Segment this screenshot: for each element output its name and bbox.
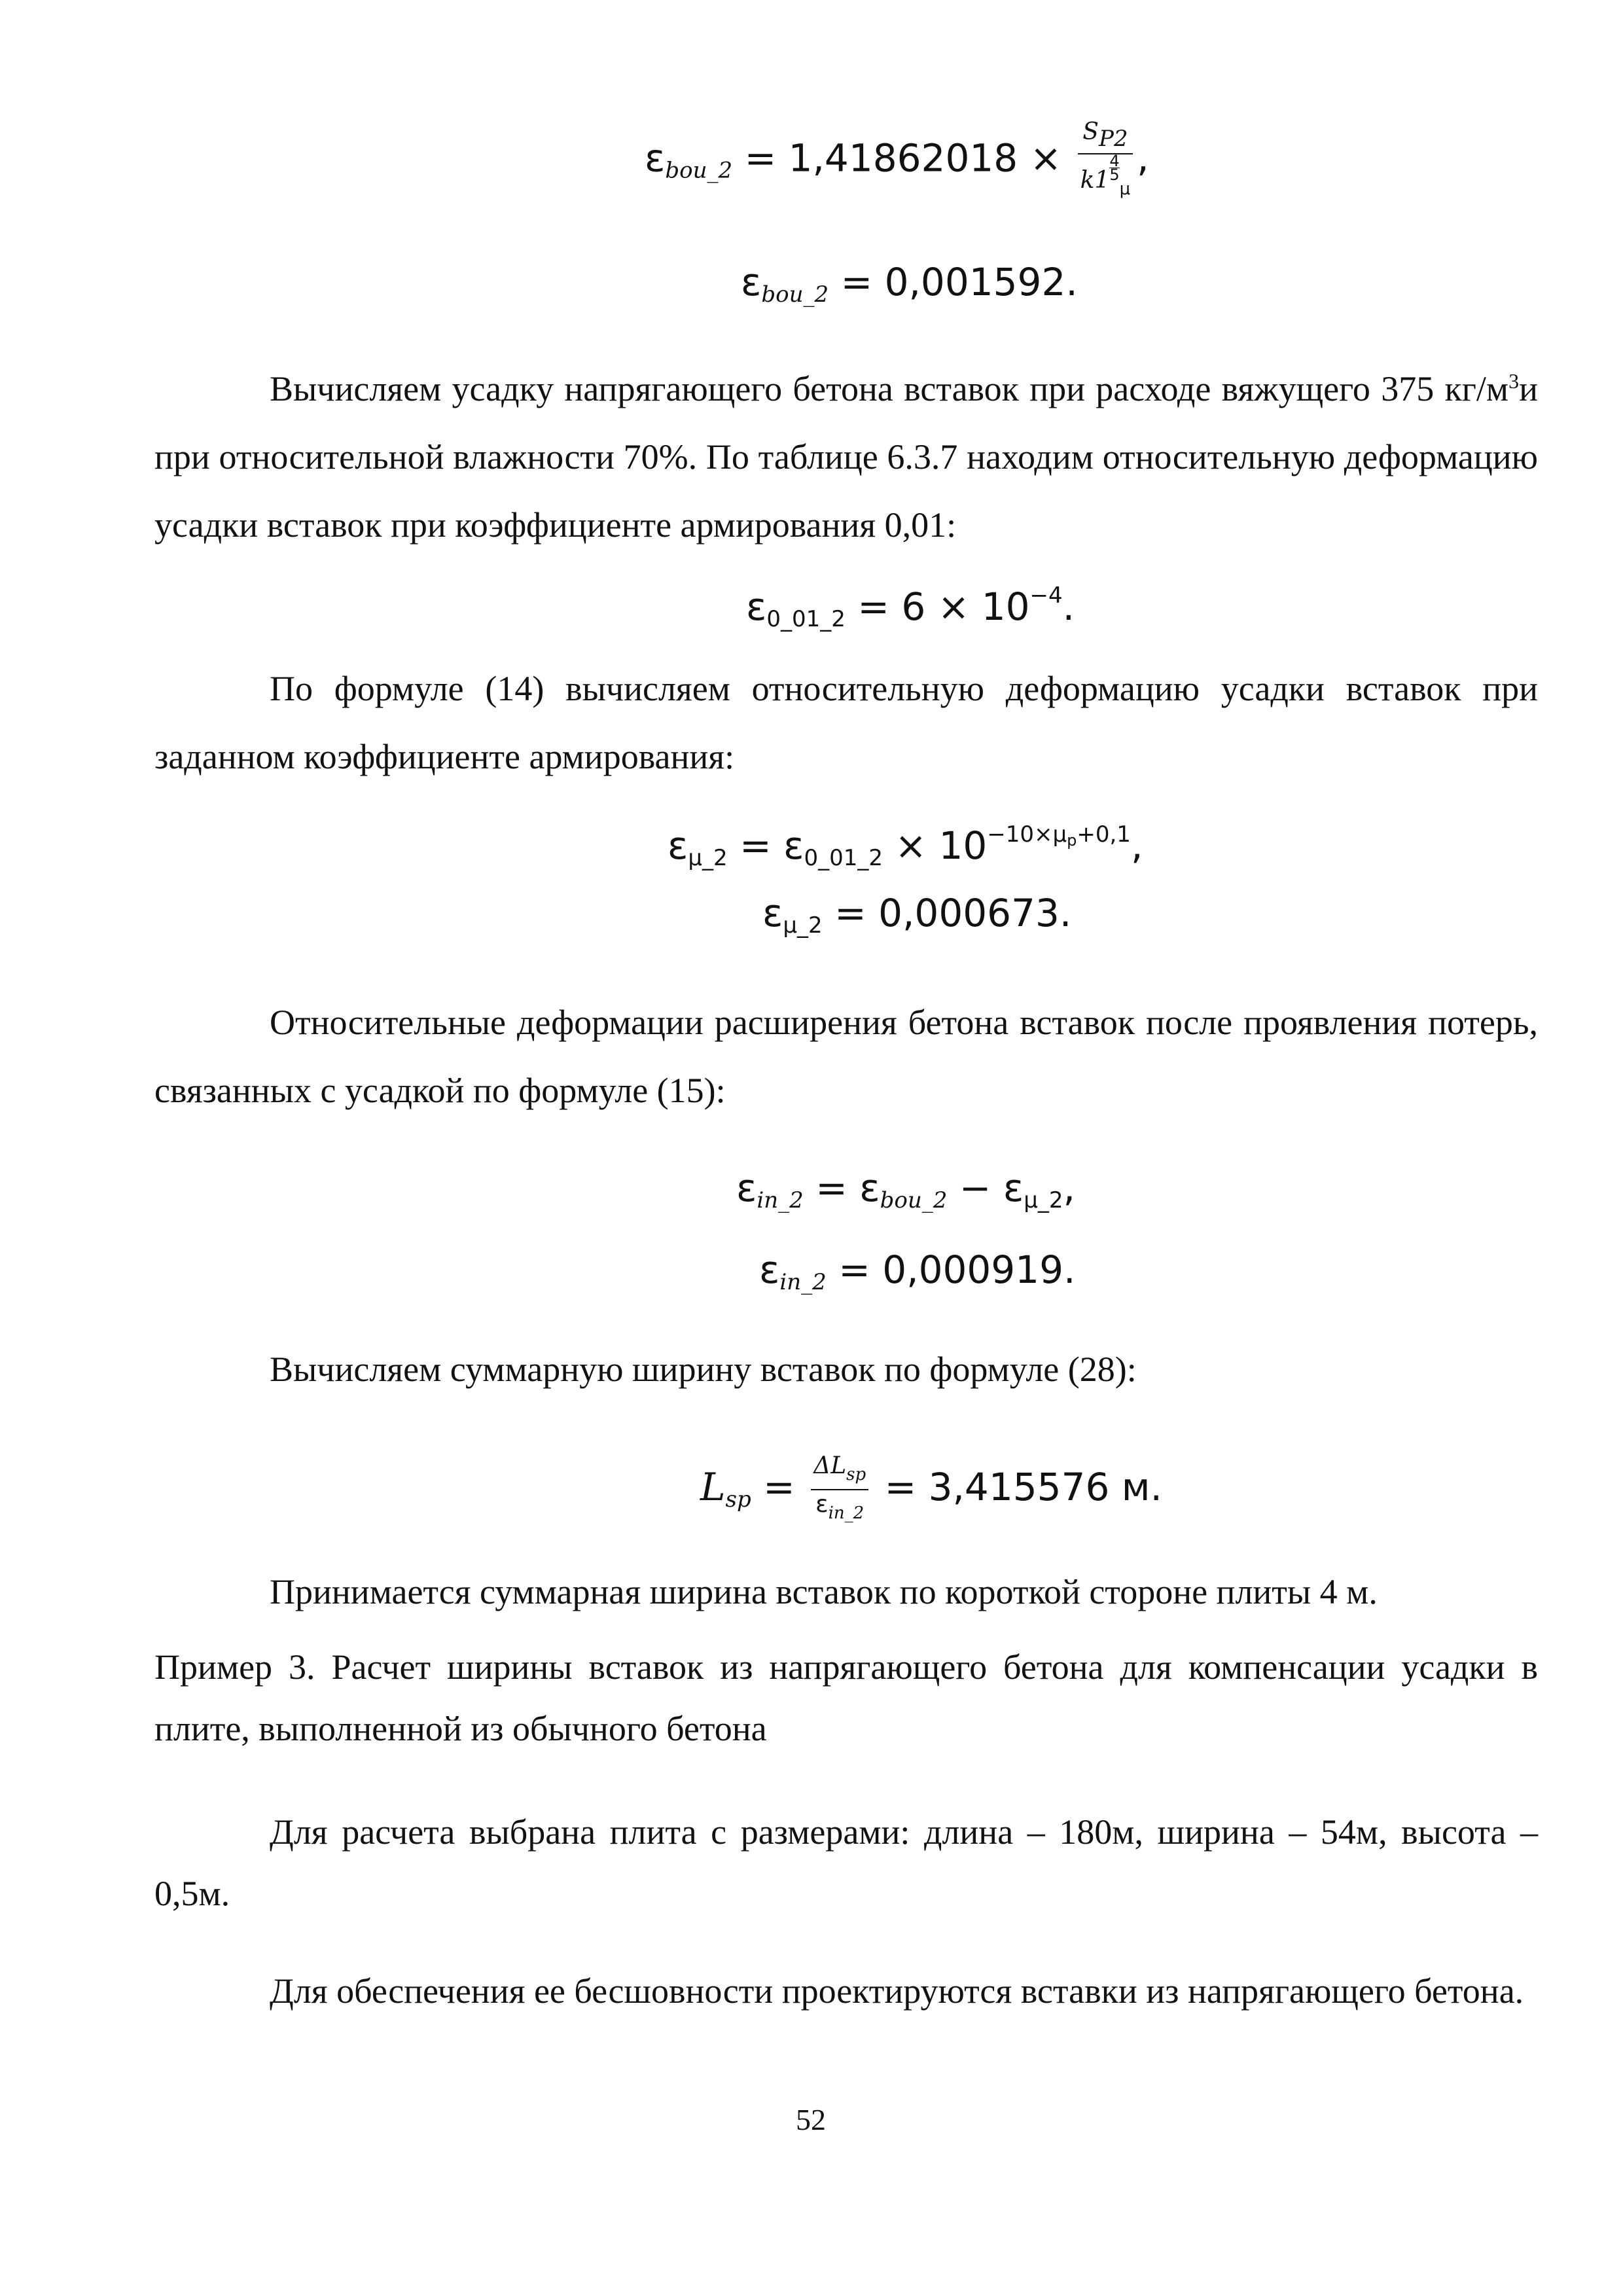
equation-eps-in2-formula: $\varepsilon_{in\_2} = \varepsilon_{bou\_2} - \varepsilon_{\mu\_2}$, — [736, 1166, 1075, 1213]
equation-eps-bou2-value: $\varepsilon_{bou\_2} = 0,001592$. — [741, 260, 1078, 308]
equation-lsp: $L_{sp}$ = $\frac{\Delta L_{sp}}{\varepsilon_{in\_2}}$ = 3,415576 м. — [700, 1452, 1162, 1528]
paragraph-accepted-width: Принимается суммарная ширина вставок по короткой стороне плиты 4 м. — [270, 1572, 1378, 1611]
fraction: $\frac{\Delta L_{sp}}{\varepsilon_{in\_2}}$ — [811, 1452, 868, 1528]
paragraph-formula-14: По формуле (14) вычисляем относительную деформацию усадки вставок при заданном коэффициенте армирования: — [154, 669, 1538, 776]
paragraph-formula-28: Вычисляем суммарную ширину вставок по формуле (28): — [270, 1350, 1137, 1389]
page-number: 52 — [796, 2103, 826, 2136]
paragraph-example-3-heading: Пример 3. Расчет ширины вставок из напрягающего бетона для компенсации усадки в плите, выполненной из обычного бетона — [154, 1647, 1538, 1748]
paragraph-seamless-design: Для обеспечения ее бесшовности проектируются вставки из напрягающего бетона. — [270, 1971, 1524, 2011]
equation-eps-0-01-2: $\varepsilon_{0\_01\_2} = 6 \times 10^{-4}$. — [746, 583, 1075, 632]
equation-eps-mu2-value: $\varepsilon_{\mu\_2} = 0,000673$. — [762, 891, 1072, 939]
paragraph-slab-dimensions: Для расчета выбрана плита с размерами: длина – 180м, ширина – 54м, высота – 0,5м. — [154, 1812, 1538, 1913]
paragraph-expansion-deformation: Относительные деформации расширения бетона вставок после проявления потерь, связанных с усадкой по формуле (15): — [154, 1003, 1538, 1110]
fraction: SP2 k1 $\frac{4}{5}$ $_\mu$ — [1078, 118, 1133, 204]
equation-eps-bou2-formula: $\varepsilon_{bou\_2} = 1,41862018$ × SP2 k1 $\frac{4}{5}$ $_\mu$ , — [645, 118, 1149, 204]
equation-eps-mu2-formula: $\varepsilon_{\mu\_2} = \varepsilon_{0\_01\_2} \times 10^{-10\times\mu p+0,1}$, — [668, 821, 1143, 871]
paragraph-shrinkage-calc: Вычисляем усадку напрягающего бетона вставок при расходе вяжущего 375 $кг/м^3и$ при относительной влажности 70%. По таблице 6.3.7 находим относительную деформацию усадки вставок при коэффициенте армирования 0,01: — [154, 369, 1538, 545]
equation-eps-in2-value: $\varepsilon_{in\_2} = 0,000919$. — [759, 1247, 1076, 1295]
